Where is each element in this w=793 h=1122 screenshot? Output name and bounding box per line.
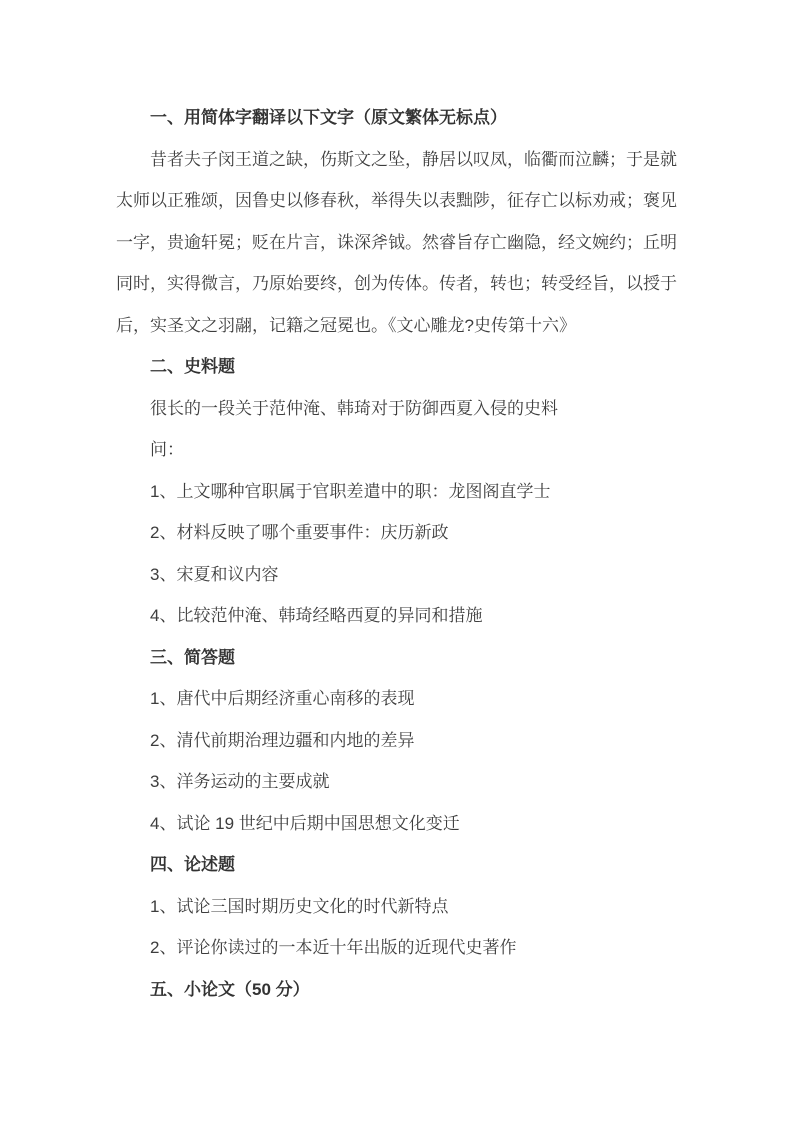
section-4-item-2: 2、评论你读过的一本近十年出版的近现代史著作 bbox=[150, 938, 517, 957]
section-2-item-2: 2、材料反映了哪个重要事件：庆历新政 bbox=[150, 523, 449, 542]
section-2-item-1: 1、上文哪种官职属于官职差遣中的职：龙图阁直学士 bbox=[150, 481, 551, 501]
section-2-question-label: 问： bbox=[150, 440, 184, 459]
classical-text-passage: 昔者夫子闵王道之缺，伤斯文之坠，静居以叹凤，临衢而泣麟；于是就太师以正雅颂，因鲁史以修春秋，举得失以表黜陟，征存亡以标劝戒；褒见一字，贵逾轩冕；贬在片言，诛深斧钺。然睿旨存亡幽隐，经文婉约；丘明同时，实得微言，乃原始要终，创为传体。传者，转也；转受经旨，以授于后，实圣文之羽翮，记籍之冠冕也。《文心雕龙?史传第十六》 bbox=[116, 149, 677, 335]
section-3-item-4: 4、试论 19 世纪中后期中国思想文化变迁 bbox=[150, 813, 460, 833]
section-3-heading: 三、简答题 bbox=[150, 647, 235, 667]
section-4-heading: 四、论述题 bbox=[150, 855, 235, 874]
section-1-heading: 一、用简体字翻译以下文字（原文繁体无标点） bbox=[150, 108, 507, 127]
section-2-source-note: 很长的一段关于范仲淹、韩琦对于防御西夏入侵的史料 bbox=[150, 398, 558, 418]
section-2-item-3: 3、宋夏和议内容 bbox=[150, 564, 279, 584]
section-3-item-2: 2、清代前期治理边疆和内地的差异 bbox=[150, 730, 415, 750]
section-5-heading: 五、小论文（50 分） bbox=[150, 979, 310, 999]
section-3-item-1: 1、唐代中后期经济重心南移的表现 bbox=[150, 689, 415, 708]
document-content bbox=[116, 97, 677, 1010]
section-4-item-1: 1、试论三国时期历史文化的时代新特点 bbox=[150, 896, 449, 916]
section-2-item-4: 4、比较范仲淹、韩琦经略西夏的异同和措施 bbox=[150, 606, 483, 625]
section-3-item-3: 3、洋务运动的主要成就 bbox=[150, 772, 330, 791]
section-2-heading: 二、史料题 bbox=[150, 357, 235, 376]
